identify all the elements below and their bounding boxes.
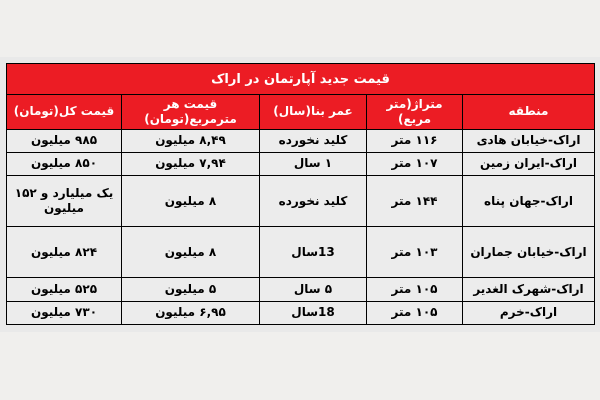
apartment-price-table	[6, 63, 595, 325]
header-total-price: قیمت کل(تومان)	[7, 95, 122, 129]
cell-building-age: 13سال	[260, 227, 367, 278]
table-row	[7, 129, 595, 152]
cell-region: اراک-شهرک الغدیر	[463, 278, 595, 301]
cell-total-price: ۷۳۰ میلیون	[7, 301, 122, 324]
cell-total-price: ۹۸۵ میلیون	[7, 129, 122, 152]
cell-total-price: ۸۲۴ میلیون	[7, 227, 122, 278]
cell-total-price: ۵۲۵ میلیون	[7, 278, 122, 301]
table-row	[7, 227, 595, 278]
cell-area: ۱۰۵ متر	[367, 301, 463, 324]
table-title: قیمت جدید آپارتمان در اراک	[7, 64, 595, 95]
cell-building-age: ۵ سال	[260, 278, 367, 301]
header-area: متراژ(متر مربع)	[367, 95, 463, 129]
cell-area: ۱۰۵ متر	[367, 278, 463, 301]
header-building-age: عمر بنا(سال)	[260, 95, 367, 129]
cell-area: ۱۴۴ متر	[367, 176, 463, 227]
cell-region: اراک-جهان پناه	[463, 176, 595, 227]
cell-building-age: 18سال	[260, 301, 367, 324]
cell-building-age: کلید نخورده	[260, 176, 367, 227]
cell-building-age: کلید نخورده	[260, 129, 367, 152]
cell-region: اراک-خرم	[463, 301, 595, 324]
cell-area: ۱۰۳ متر	[367, 227, 463, 278]
cell-region: اراک-خیابان جماران	[463, 227, 595, 278]
cell-price-per-sqm: ۷,۹۴ میلیون	[122, 152, 260, 175]
cell-area: ۱۰۷ متر	[367, 152, 463, 175]
cell-total-price: ۸۵۰ میلیون	[7, 152, 122, 175]
cell-price-per-sqm: ۸ میلیون	[122, 227, 260, 278]
cell-price-per-sqm: ۶,۹۵ میلیون	[122, 301, 260, 324]
cell-building-age: ۱ سال	[260, 152, 367, 175]
table-row	[7, 301, 595, 324]
cell-price-per-sqm: ۸,۴۹ میلیون	[122, 129, 260, 152]
table-row	[7, 176, 595, 227]
cell-total-price: یک میلیارد و ۱۵۲ میلیون	[7, 176, 122, 227]
cell-area: ۱۱۶ متر	[367, 129, 463, 152]
cell-region: اراک-خیابان هادی	[463, 129, 595, 152]
table-row	[7, 278, 595, 301]
table-frame	[0, 57, 600, 332]
cell-price-per-sqm: ۵ میلیون	[122, 278, 260, 301]
header-price-per-sqm: قیمت هر مترمربع(تومان)	[122, 95, 260, 129]
header-region: منطقه	[463, 95, 595, 129]
table-row	[7, 152, 595, 175]
cell-region: اراک-ایران زمین	[463, 152, 595, 175]
cell-price-per-sqm: ۸ میلیون	[122, 176, 260, 227]
